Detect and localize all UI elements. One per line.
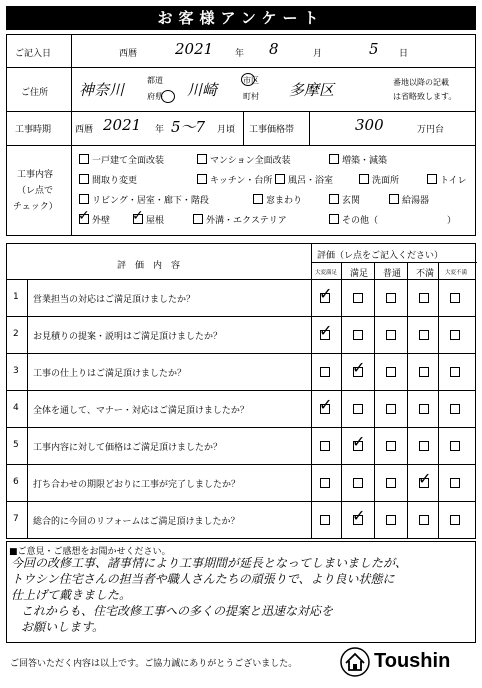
period-month-unit: 月頃 — [217, 125, 236, 135]
period-months: 5〜7 — [171, 118, 206, 136]
work-checkbox[interactable] — [79, 194, 89, 204]
comment-line-5: お願いします。 — [21, 620, 105, 634]
address-ward: 多摩区 — [289, 81, 335, 99]
rating-checkbox[interactable] — [450, 515, 460, 525]
entry-date-month-unit: 月 — [313, 49, 323, 59]
rating-checkbox[interactable] — [353, 330, 363, 340]
rating-checkbox[interactable] — [419, 441, 429, 451]
work-item-label: 外溝・エクステリア — [206, 216, 287, 226]
rating-checkbox[interactable] — [450, 367, 460, 377]
pref-circle-mark — [161, 90, 175, 103]
question-number: 4 — [13, 403, 19, 413]
work-checkbox[interactable] — [197, 154, 207, 164]
address-note-2: は省略致します。 — [393, 92, 457, 101]
comment-line-4: これからも、住宅改修工事への多くの提案と迅速な対応を — [21, 604, 334, 618]
question-number: 7 — [13, 514, 19, 524]
question-number: 5 — [13, 440, 19, 450]
work-item-label: 一戸建て全面改装 — [92, 156, 165, 166]
entry-date-month: 8 — [269, 40, 279, 58]
work-checkbox[interactable] — [253, 194, 263, 204]
work-item-label: リビング・居室・廊下・階段 — [92, 196, 209, 206]
comments-heading: ■ご意見・ご感想をお聞かせください。 — [9, 547, 171, 557]
question-text: 総合的に今回のリフォームはご満足頂けましたか？ — [33, 517, 240, 527]
rating-header: 大変不満 — [444, 270, 467, 276]
entry-date-era: 西暦 — [119, 49, 138, 59]
rating-check-mark: ✓ — [319, 321, 333, 340]
footer-thanks: ご回答いただく内容は以上です。ご協力誠にありがとうございました。 — [10, 659, 298, 669]
toushin-logo — [340, 647, 474, 679]
rating-checkbox[interactable] — [386, 367, 396, 377]
rating-checkbox[interactable] — [419, 515, 429, 525]
rating-checkbox[interactable] — [320, 367, 330, 377]
work-checkbox[interactable] — [329, 194, 339, 204]
rating-checkbox[interactable] — [353, 478, 363, 488]
question-text: 工事内容に対して価格はご満足頂けましたか？ — [33, 443, 223, 453]
rating-checkbox[interactable] — [386, 293, 396, 303]
rating-check-mark: ✓ — [319, 395, 333, 414]
rating-checkbox[interactable] — [450, 404, 460, 414]
question-number: 3 — [13, 366, 19, 376]
work-item-label: 玄関 — [342, 196, 361, 206]
comment-line-2: トウシン住宅さんの担当者や職人さんたちの頑張りで、より良い状態に — [11, 572, 395, 586]
work-item-label: 窓まわり — [266, 196, 303, 206]
rating-checkbox[interactable] — [386, 404, 396, 414]
price-label: 工事価格帯 — [249, 125, 295, 135]
rating-check-mark: ✓ — [352, 506, 366, 525]
rating-header: 不満 — [415, 269, 434, 279]
price-value: 300 — [355, 116, 384, 134]
rating-checkbox[interactable] — [386, 330, 396, 340]
question-number: 2 — [13, 329, 19, 339]
period-label: 工事時期 — [15, 125, 52, 135]
work-checkbox[interactable] — [329, 214, 339, 224]
work-checkbox[interactable] — [389, 194, 399, 204]
address-label: ご住所 — [21, 88, 49, 98]
price-unit: 万円台 — [417, 125, 445, 135]
rating-checkbox[interactable] — [450, 441, 460, 451]
question-text: お見積りの提案・説明はご満足頂けましたか？ — [33, 332, 223, 342]
rating-checkbox[interactable] — [450, 478, 460, 488]
work-item-label: その他（ — [342, 216, 379, 226]
address-prefecture: 神奈川 — [79, 81, 125, 99]
question-text: 打ち合わせの期限どおりに工事が完了しましたか？ — [33, 480, 241, 490]
work-checkbox[interactable] — [275, 174, 285, 184]
rating-check-mark: ✓ — [418, 469, 432, 488]
rating-checkbox[interactable] — [419, 367, 429, 377]
rating-checkbox[interactable] — [320, 478, 330, 488]
rating-header: 満足 — [349, 269, 368, 279]
address-pref-unit-1: 都道 — [147, 76, 163, 85]
entry-date-day: 5 — [369, 40, 379, 58]
rating-check-mark: ✓ — [352, 432, 366, 451]
work-checkbox[interactable] — [359, 174, 369, 184]
rating-check-mark: ✓ — [319, 284, 333, 303]
info-section — [6, 34, 476, 236]
work-item-label: 間取り変更 — [92, 176, 138, 186]
rating-checkbox[interactable] — [419, 404, 429, 414]
rating-header: 大変満足 — [314, 270, 337, 276]
rating-checkbox[interactable] — [386, 515, 396, 525]
rating-checkbox[interactable] — [386, 441, 396, 451]
address-city-unit-1: 市区 — [243, 76, 259, 85]
work-item-label: 屋根 — [146, 216, 165, 226]
rating-checkbox[interactable] — [419, 330, 429, 340]
entry-date-label: ご記入日 — [15, 49, 52, 59]
entry-date-year: 2021 — [175, 40, 214, 58]
work-item-label: 給湯器 — [402, 196, 430, 206]
rating-check-mark: ✓ — [352, 358, 366, 377]
rating-checkbox[interactable] — [320, 441, 330, 451]
period-year-unit: 年 — [155, 125, 165, 135]
rating-checkbox[interactable] — [353, 293, 363, 303]
rating-checkbox[interactable] — [320, 515, 330, 525]
work-checkbox[interactable] — [79, 174, 89, 184]
rating-checkbox[interactable] — [450, 293, 460, 303]
address-pref-unit-2: 府県 — [147, 92, 163, 101]
question-number: 6 — [13, 477, 19, 487]
work-label-3: チェック） — [13, 202, 58, 212]
rating-checkbox[interactable] — [419, 293, 429, 303]
survey-title: お客様アンケート — [6, 6, 476, 30]
work-item-label: マンション全面改装 — [210, 156, 291, 166]
rating-header: 普通 — [382, 269, 401, 279]
work-check-mark: ✓ — [132, 208, 144, 224]
period-year: 2021 — [103, 116, 142, 134]
address-city: 川崎 — [187, 81, 218, 99]
work-other-close: ） — [447, 216, 457, 226]
work-checkbox[interactable] — [329, 154, 339, 164]
question-text: 全体を通して、マナー・対応はご満足頂けましたか？ — [33, 406, 249, 416]
work-checkbox[interactable] — [427, 174, 437, 184]
work-checkbox[interactable] — [197, 174, 207, 184]
work-checkbox[interactable] — [79, 154, 89, 164]
eval-header-content: 評 価 内 容 — [117, 261, 181, 271]
house-logo-icon — [340, 647, 370, 677]
city-circle-mark — [241, 73, 255, 86]
evaluation-table — [6, 243, 476, 539]
brand-name: Toushin — [374, 650, 451, 672]
rating-checkbox[interactable] — [450, 330, 460, 340]
address-city-unit-2: 町村 — [243, 92, 259, 101]
entry-date-day-unit: 日 — [399, 49, 409, 59]
work-item-label: 増築・減築 — [342, 156, 388, 166]
rating-checkbox[interactable] — [386, 478, 396, 488]
comment-line-3: 仕上げて戴きました。 — [11, 588, 132, 602]
period-era: 西暦 — [75, 125, 94, 135]
work-checkbox[interactable] — [193, 214, 203, 224]
eval-header-rating: 評価（レ点をご記入ください） — [317, 251, 444, 261]
work-check-mark: ✓ — [78, 208, 90, 224]
comments-section — [6, 541, 476, 643]
work-label-2: （レ点で — [17, 186, 54, 196]
question-number: 1 — [13, 292, 19, 302]
question-text: 工事の仕上りはご満足頂けましたか？ — [33, 369, 187, 379]
work-item-label: 風呂・浴室 — [288, 176, 334, 186]
work-item-label: トイレ — [440, 176, 467, 186]
entry-date-year-unit: 年 — [235, 49, 245, 59]
address-note-1: 番地以降の記載 — [393, 78, 449, 87]
work-item-label: キッチン・台所 — [210, 176, 273, 186]
rating-checkbox[interactable] — [353, 404, 363, 414]
work-label-1: 工事内容 — [17, 170, 54, 180]
question-text: 営業担当の対応はご満足頂けましたか？ — [33, 295, 196, 305]
work-item-label: 外壁 — [92, 216, 111, 226]
comment-line-1: 今回の改修工事、諸事情により工事期間が延長となってしまいましたが、 — [11, 556, 408, 570]
work-item-label: 洗面所 — [372, 176, 400, 186]
